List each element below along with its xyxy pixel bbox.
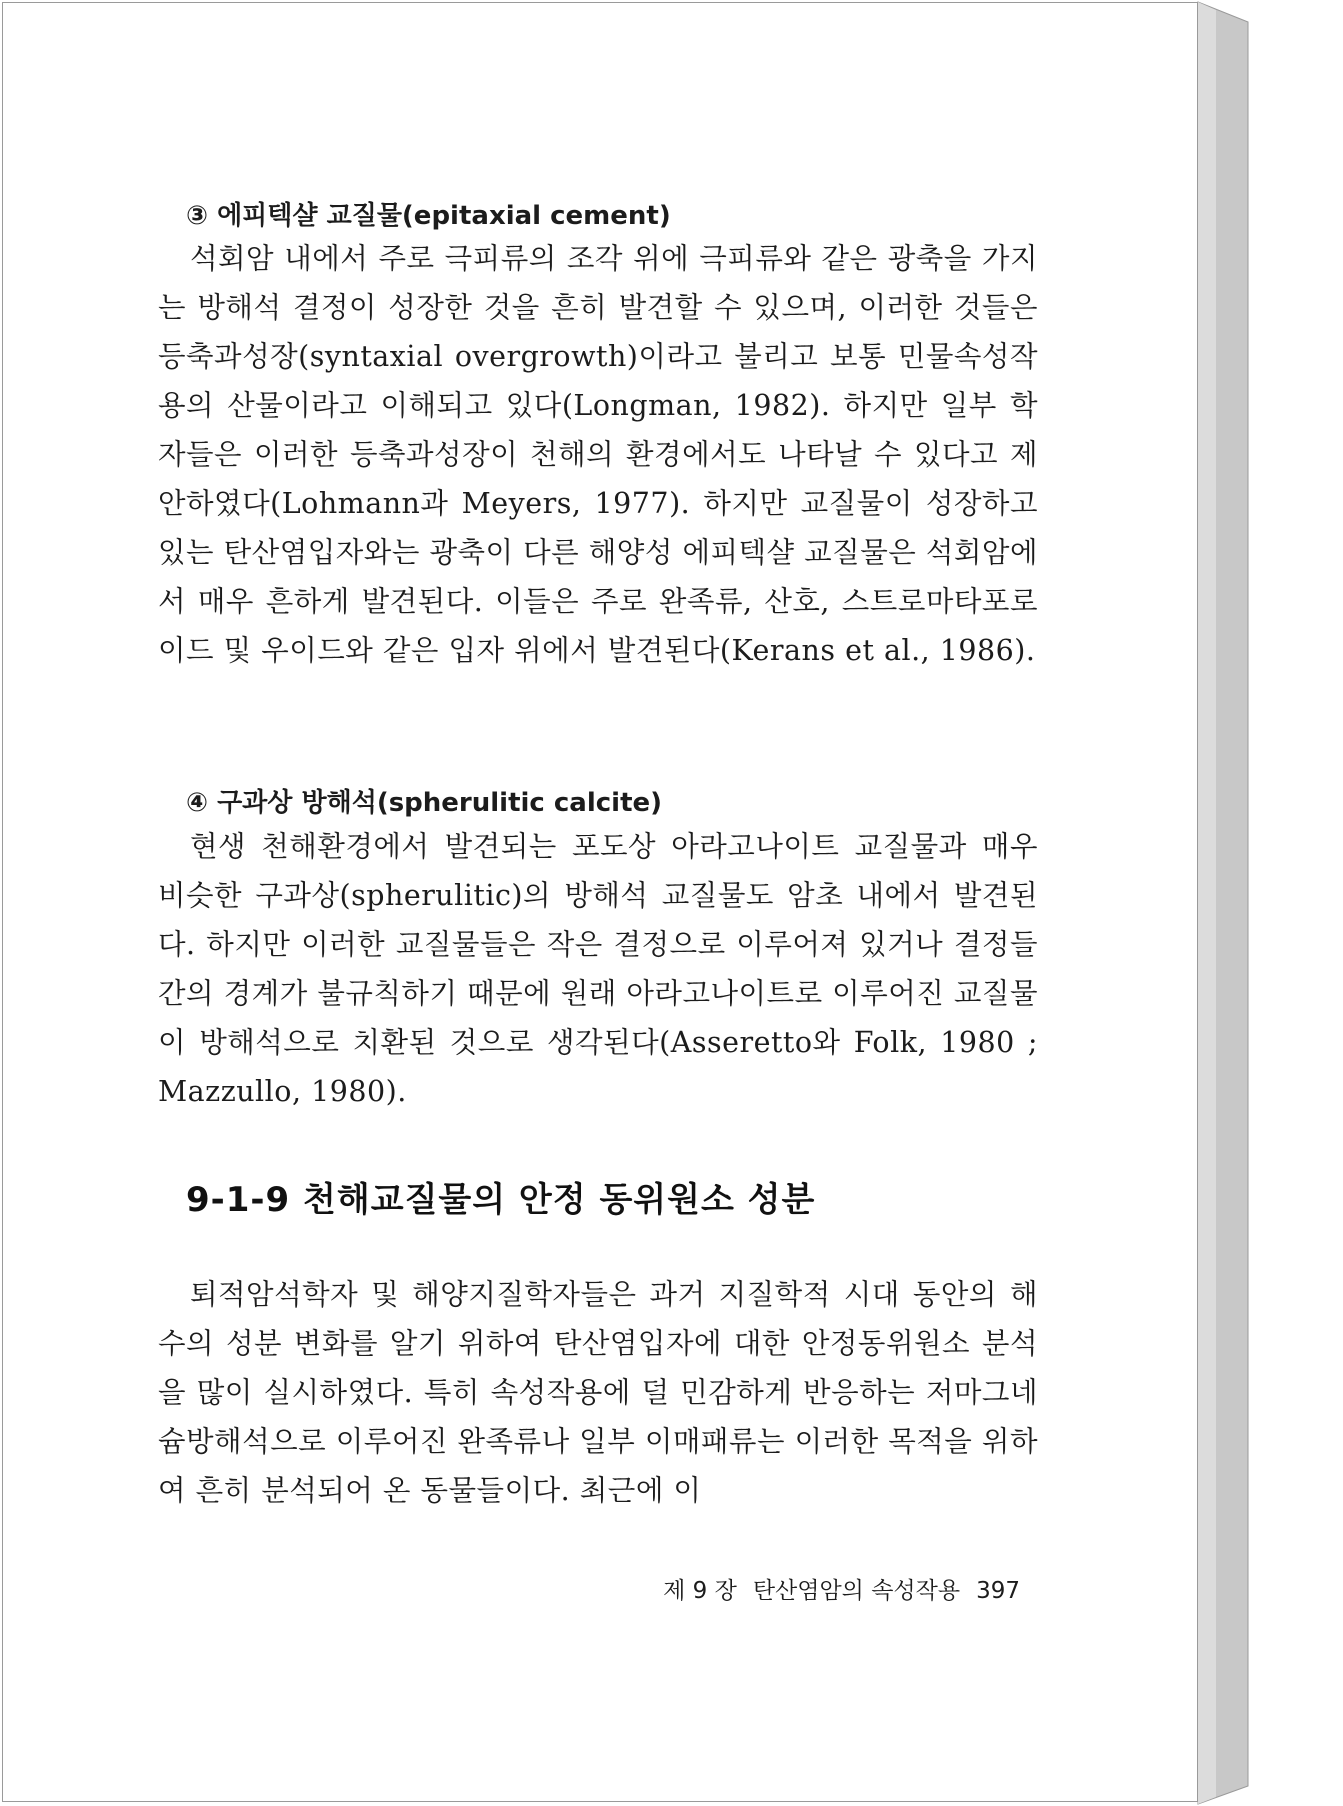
page-number: 397 bbox=[976, 1578, 1020, 1604]
subsection-3-body bbox=[158, 234, 1038, 675]
subsection-3-heading: ③ 에피텍샬 교질물(epitaxial cement) bbox=[186, 201, 671, 231]
paragraph: 석회암 내에서 주로 극피류의 조각 위에 극피류와 같은 광축을 가지는 방해석 결정이 성장한 것을 흔히 발견할 수 있으며, 이러한 것들은 등축과성장(syntaxial overgrowth)이라고 불리고 보통 민물속성작용의 산물이라고 이해되고 있다(Longman, 1982). 하지만 일부 학자들은 이러한 등축과성장이 천해의 환경에서도 나타날 수 있다고 제안하였다(Lohmann과 Meyers, 1977). 하지만 교질물이 성장하고 있는 탄산염입자와는 광축이 다른 해양성 에피텍샬 교질물은 석회암에서 매우 흔하게 발견된다. 이들은 주로 완족류, 산호, 스트로마타포로이드 및 우이드와 같은 입자 위에서 발견된다(Kerans et al., 1986). bbox=[158, 242, 1038, 667]
section-body bbox=[158, 1270, 1038, 1515]
subsection-4-heading: ④ 구과상 방해석(spherulitic calcite) bbox=[186, 788, 663, 818]
paragraph: 퇴적암석학자 및 해양지질학자들은 과거 지질학적 시대 동안의 해수의 성분 변화를 알기 위하여 탄산염입자에 대한 안정동위원소 분석을 많이 실시하였다. 특히 속성작용에 덜 민감하게 반응하는 저마그네슘방해석으로 이루어진 완족류나 일부 이매패류는 이러한 목적을 위하여 흔히 분석되어 온 동물들이다. 최근에 이 bbox=[158, 1278, 1038, 1507]
footer-chapter-title: 탄산염암의 속성작용 bbox=[752, 1578, 961, 1604]
subsection-4-body bbox=[158, 822, 1038, 1116]
page-footer bbox=[610, 1572, 1020, 1605]
paragraph: 현생 천해환경에서 발견되는 포도상 아라고나이트 교질물과 매우 비슷한 구과상(spherulitic)의 방해석 교질물도 암초 내에서 발견된다. 하지만 이러한 교질물들은 작은 결정으로 이루어져 있거나 결정들간의 경계가 불규칙하기 때문에 원래 아라고나이트로 이루어진 교질물이 방해석으로 치환된 것으로 생각된다(Asseretto와 Folk, 1980 ; Mazzullo, 1980). bbox=[158, 830, 1038, 1108]
section-heading: 9-1-9 천해교질물의 안정 동위원소 성분 bbox=[186, 1180, 816, 1220]
footer-chapter: 제 9 장 bbox=[663, 1578, 737, 1604]
